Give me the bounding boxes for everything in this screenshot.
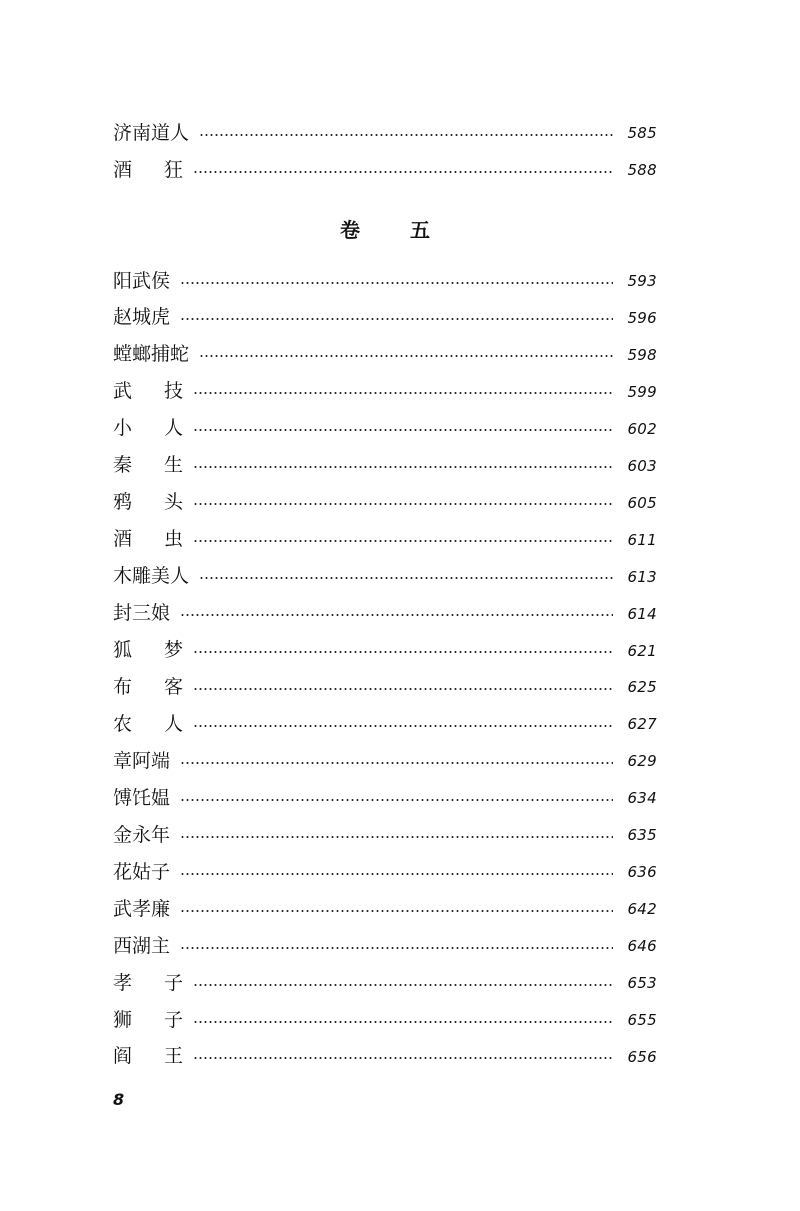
dot-leader [180, 836, 613, 838]
toc-entry-page: 629 [627, 752, 657, 771]
dot-leader [180, 282, 613, 284]
dot-leader [180, 873, 613, 875]
toc-entry-title: 阎 王 [113, 1045, 183, 1068]
toc-entry [113, 746, 657, 776]
toc-entry-title: 封 三 娘 [113, 602, 171, 625]
section-heading: 卷 五 [340, 218, 430, 242]
toc-entry-page: 627 [627, 715, 657, 734]
toc-entry-page: 653 [627, 974, 657, 993]
toc-entry-page: 605 [627, 493, 657, 512]
toc-entry [113, 266, 657, 296]
toc-entry [113, 931, 657, 961]
toc-entry-title: 武 孝 廉 [113, 897, 171, 920]
toc-entry-page: 655 [627, 1011, 657, 1029]
dot-leader [193, 171, 613, 173]
toc-entry [113, 414, 657, 444]
dot-leader [199, 577, 613, 579]
toc-entry-page: 634 [627, 789, 657, 808]
toc-entry-title: 螳 螂 捕 蛇 [113, 343, 190, 366]
dot-leader [180, 910, 613, 912]
dot-leader [193, 725, 613, 727]
toc-entry [113, 377, 657, 407]
toc-entry [113, 525, 657, 555]
toc-entry [113, 820, 657, 850]
toc-entry [113, 451, 657, 481]
dot-leader [180, 614, 613, 616]
toc-entry [113, 672, 657, 702]
toc-entry-page: 635 [627, 826, 657, 845]
toc-entry [113, 118, 657, 148]
toc-entry-title: 鸦 头 [113, 491, 183, 514]
dot-leader [193, 1057, 613, 1059]
toc-entry [113, 340, 657, 370]
toc-entry-title: 赵 城 虎 [113, 306, 171, 329]
page-number: 8 [113, 1090, 125, 1109]
toc-entry-title: 木 雕 美 人 [113, 565, 190, 588]
toc-entry-title: 阳 武 侯 [113, 269, 171, 292]
toc-entry [113, 968, 657, 998]
toc-entry-title: 狮 子 [113, 1008, 183, 1031]
dot-leader [193, 540, 613, 542]
toc-entry-page: 613 [627, 567, 657, 586]
toc-entry-title: 秦 生 [113, 454, 183, 477]
dot-leader [193, 651, 613, 653]
toc-entry-page: 603 [627, 456, 657, 475]
toc-entry-page: 614 [627, 604, 657, 623]
dot-leader [180, 799, 613, 801]
toc-entry-title: 狐 梦 [113, 639, 183, 661]
toc-entry-title: 布 客 [113, 675, 183, 698]
dot-leader [193, 503, 613, 505]
toc-entry-title: 孝 子 [113, 971, 183, 994]
dot-leader [193, 1021, 613, 1023]
toc-entry [113, 488, 657, 518]
toc-entry [113, 562, 657, 592]
dot-leader [193, 429, 613, 431]
toc-entry-page: 611 [627, 530, 657, 549]
dot-leader [193, 984, 613, 986]
toc-entry-title: 酒 狂 [113, 158, 183, 181]
toc-entry-page: 642 [627, 900, 657, 919]
toc-entry-page: 593 [627, 272, 657, 290]
toc-entry-title: 武 技 [113, 380, 183, 403]
toc-entry-page: 636 [627, 863, 657, 882]
dot-leader [199, 355, 613, 357]
toc-entry [113, 636, 657, 666]
toc-entry-page: 585 [627, 124, 657, 142]
toc-entry [113, 303, 657, 333]
toc-entry [113, 894, 657, 924]
toc-entry-page: 598 [627, 345, 657, 364]
toc-entry-page: 656 [627, 1047, 657, 1066]
toc-entry-page: 599 [627, 382, 657, 401]
dot-leader [180, 947, 613, 949]
toc-entry-page: 625 [627, 678, 657, 697]
toc-entry-title: 农 人 [113, 712, 183, 735]
toc-entry [113, 709, 657, 739]
dot-leader [180, 762, 613, 764]
toc-entry [113, 857, 657, 887]
toc-entry-title: 章 阿 端 [113, 749, 171, 772]
toc-entry-title: 花 姑 子 [113, 860, 171, 883]
toc-entry-page: 621 [627, 641, 657, 660]
toc-entry-page: 646 [627, 937, 657, 956]
dot-leader [193, 466, 613, 468]
toc-entry [113, 1042, 657, 1072]
toc-entry [113, 1005, 657, 1035]
toc-entry-page: 596 [627, 308, 657, 327]
toc-entry-title: 金 永 年 [113, 823, 171, 846]
toc-entry-page: 588 [627, 161, 657, 179]
dot-leader [193, 688, 613, 690]
toc-entry-title: 小 人 [113, 417, 183, 440]
dot-leader [193, 392, 613, 394]
toc-entry-title: 酒 虫 [113, 528, 183, 551]
toc-entry-title: 西 湖 主 [113, 934, 171, 957]
toc-entry-title: 馎 饦 媪 [113, 786, 171, 809]
toc-entry-page: 602 [627, 419, 657, 438]
toc-entry [113, 599, 657, 629]
toc-entry [113, 155, 657, 185]
toc-entry-title: 济 南 道 人 [113, 121, 190, 144]
toc-entry [113, 783, 657, 813]
dot-leader [180, 318, 613, 320]
dot-leader [199, 134, 613, 136]
